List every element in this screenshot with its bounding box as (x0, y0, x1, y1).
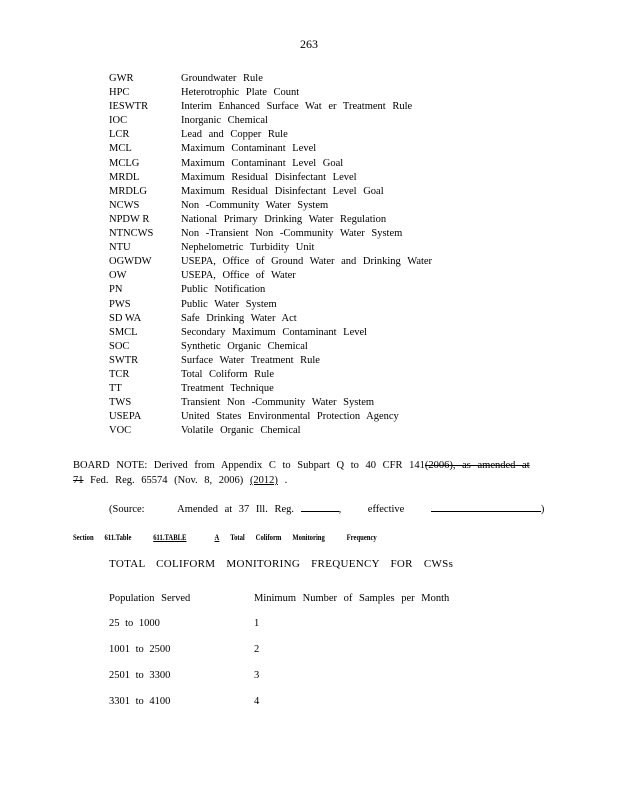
board-note-inserted: (2012) (249, 475, 278, 486)
board-note-end: . (277, 475, 288, 486)
abbreviation-code: LCR (109, 129, 130, 141)
abbreviation-row (109, 354, 529, 368)
abbreviation-row (109, 86, 529, 100)
board-note-lead: BOARD NOTE: Derived from Appendix C to Subpart Q to 40 CFR 141 (73, 460, 425, 471)
abbreviation-row (109, 424, 529, 438)
abbreviation-row (109, 340, 529, 354)
abbreviation-list (109, 72, 529, 438)
abbreviation-code: SOC (109, 340, 130, 352)
abbreviation-row (109, 171, 529, 185)
table-cell-samples: 3 (254, 670, 260, 681)
abbreviation-code: TT (109, 383, 122, 395)
abbreviation-code: NTU (109, 242, 131, 254)
abbreviation-definition: Non -Transient Non -Community Water System (181, 228, 403, 240)
table-row (109, 696, 529, 707)
section-word-4: Frequency (346, 532, 377, 542)
abbreviation-row (109, 72, 529, 86)
abbreviation-row (109, 312, 529, 326)
abbreviation-row (109, 199, 529, 213)
section-label: Section (73, 532, 94, 542)
board-note-deleted: (2006), as amended at 71 (73, 460, 530, 486)
abbreviation-code: NPDW R (109, 213, 150, 225)
section-old-number: 611.Table (104, 532, 132, 542)
table-header-row (109, 593, 529, 604)
abbreviation-definition: Maximum Residual Disinfectant Level (181, 171, 357, 183)
abbreviation-code: MRDLG (109, 185, 147, 197)
abbreviation-code: SWTR (109, 354, 139, 366)
abbreviation-code: NTNCWS (109, 228, 154, 240)
abbreviation-row (109, 410, 529, 424)
table-cell-population: 25 to 1000 (109, 618, 160, 629)
abbreviation-code: GWR (109, 73, 134, 84)
abbreviation-code: USEPA (109, 411, 142, 423)
section-new-number: 611.TABLE (153, 532, 187, 542)
abbreviation-definition: Maximum Contaminant Level Goal (181, 157, 344, 169)
board-note (73, 458, 545, 488)
page-number: 263 (300, 37, 318, 51)
abbreviation-definition: Nephelometric Turbidity Unit (181, 242, 315, 254)
abbreviation-row (109, 100, 529, 114)
abbreviation-code: TCR (109, 368, 130, 380)
abbreviation-definition: United States Environmental Protection Agency (181, 411, 399, 423)
abbreviation-definition: Transient Non -Community Water System (181, 397, 375, 409)
abbreviation-definition: Total Coliform Rule (181, 368, 275, 380)
abbreviation-row (109, 382, 529, 396)
abbreviation-definition: Treatment Technique (181, 383, 274, 395)
board-note-middle: Fed. Reg. 65574 (Nov. 8, 2006) (90, 475, 244, 486)
table-cell-samples: 1 (254, 618, 260, 629)
abbreviation-row (109, 326, 529, 340)
abbreviation-row (109, 213, 529, 227)
abbreviation-definition: Public Water System (181, 298, 277, 310)
source-effective: effective (367, 504, 405, 515)
abbreviation-row (109, 114, 529, 128)
abbreviation-definition: USEPA, Office of Ground Water and Drinking Water (181, 256, 433, 268)
effective-date-blank[interactable] (431, 502, 541, 512)
abbreviation-code: OGWDW (109, 256, 152, 268)
abbreviation-row (109, 185, 529, 199)
section-word-1: Total (230, 532, 245, 542)
table-row (109, 670, 529, 681)
abbreviation-row (109, 157, 529, 171)
source-open: (Source: (109, 504, 145, 515)
abbreviation-row (109, 298, 529, 312)
abbreviation-definition: Interim Enhanced Surface Wat er Treatment Rule (181, 101, 413, 113)
abbreviation-definition: Inorganic Chemical (181, 115, 268, 127)
table-cell-samples: 4 (254, 696, 260, 707)
section-heading (73, 532, 388, 542)
table-cell-population: 1001 to 2500 (109, 644, 171, 655)
abbreviation-code: MRDL (109, 171, 140, 183)
abbreviation-code: SMCL (109, 326, 138, 338)
table-title: TOTAL COLIFORM MONITORING FREQUENCY FOR CWSs (109, 558, 454, 570)
abbreviation-code: IESWTR (109, 101, 149, 113)
abbreviation-definition: Groundwater Rule (181, 73, 263, 84)
abbreviation-code: TWS (109, 397, 132, 409)
table-row (109, 618, 529, 629)
abbreviation-row (109, 269, 529, 283)
abbreviation-row (109, 396, 529, 410)
abbreviation-definition: National Primary Drinking Water Regulation (181, 213, 387, 225)
abbreviation-definition: Maximum Residual Disinfectant Level Goal (181, 185, 384, 197)
abbreviation-definition: Heterotrophic Plate Count (181, 87, 300, 99)
abbreviation-definition: Non -Community Water System (181, 199, 329, 211)
table-header-samples: Minimum Number of Samples per Month (254, 593, 450, 604)
abbreviation-row (109, 128, 529, 142)
abbreviation-code: OW (109, 270, 127, 282)
abbreviation-definition: Synthetic Organic Chemical (181, 340, 308, 352)
abbreviation-definition: Public Notification (181, 284, 266, 296)
section-word-2: Coliform (255, 532, 282, 542)
abbreviation-code: HPC (109, 87, 130, 99)
abbreviation-definition: Secondary Maximum Contaminant Level (181, 326, 368, 338)
abbreviation-definition: Surface Water Treatment Rule (181, 354, 320, 366)
abbreviation-row (109, 241, 529, 255)
abbreviation-definition: Maximum Contaminant Level (181, 143, 317, 155)
table-row (109, 644, 529, 655)
section-word-3: Monitoring (292, 532, 325, 542)
source-amended: Amended at 37 Ill. Reg. (177, 504, 295, 515)
table-cell-population: 3301 to 4100 (109, 696, 171, 707)
abbreviation-code: SD WA (109, 312, 142, 324)
abbreviation-code: PWS (109, 298, 131, 310)
source-close: ) (540, 504, 545, 515)
abbreviation-row (109, 368, 529, 382)
table-header-population: Population Served (109, 593, 191, 604)
section-underline-gap (186, 532, 214, 542)
abbreviation-code: MCL (109, 143, 132, 155)
abbreviation-code: NCWS (109, 199, 140, 211)
source-note: (Source: Amended at 37 Ill. Reg. , effective ) (109, 504, 545, 515)
table-cell-samples: 2 (254, 644, 260, 655)
abbreviation-definition: Lead and Copper Rule (181, 129, 288, 141)
register-page-blank[interactable] (301, 502, 339, 512)
abbreviation-definition: USEPA, Office of Water (181, 270, 296, 282)
table-cell-population: 2501 to 3300 (109, 670, 171, 681)
abbreviation-code: MCLG (109, 157, 140, 169)
abbreviation-row (109, 227, 529, 241)
abbreviation-definition: Safe Drinking Water Act (181, 312, 297, 324)
abbreviation-row (109, 142, 529, 156)
section-letter: A (214, 532, 220, 542)
abbreviation-code: VOC (109, 425, 132, 437)
abbreviation-definition: Volatile Organic Chemical (181, 425, 301, 437)
abbreviation-code: PN (109, 284, 123, 296)
abbreviation-row (109, 255, 529, 269)
abbreviation-row (109, 283, 529, 297)
abbreviation-code: IOC (109, 115, 128, 127)
